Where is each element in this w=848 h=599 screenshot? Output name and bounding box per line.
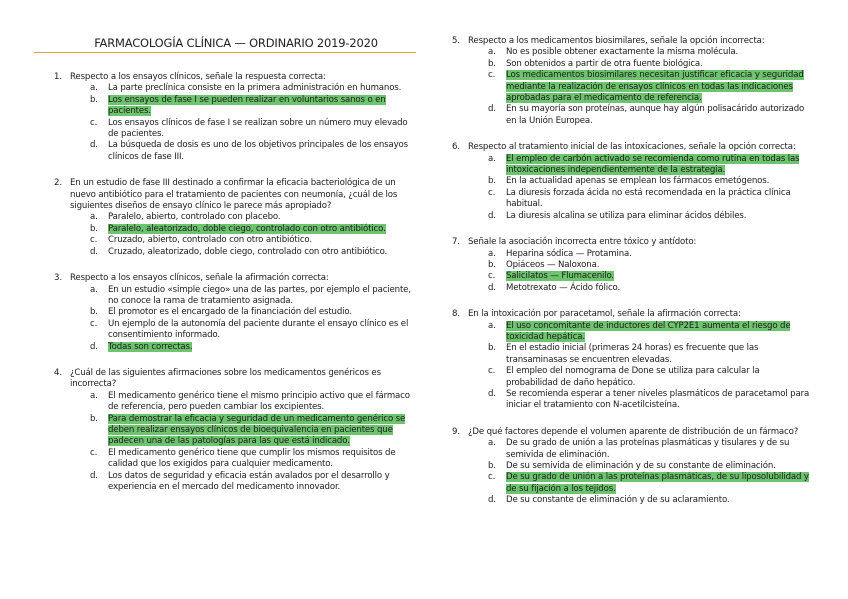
option-b [452,461,812,472]
option-letter: c. [488,366,496,377]
option-letter: b. [488,343,496,354]
option-d [54,247,416,258]
answer-highlight: Paralelo, aleatorizado, doble ciego, controlado con otro antibiótico. [108,223,386,234]
option-text-highlighted [108,95,416,118]
option-b [54,414,416,448]
option-letter: d. [488,282,496,293]
option-a [452,47,812,58]
option-letter: c. [90,318,98,329]
option-letter: b. [90,413,98,424]
question-text: Respecto a los ensayos clínicos, señale la respuesta correcta: [70,72,326,82]
question-8 [452,309,812,412]
option-d [54,140,416,163]
question-2 [54,178,416,258]
option-letter: a. [488,320,496,331]
option-letter: a. [90,83,98,94]
question-text: Respecto a los ensayos clínicos, señale la afirmación correcta: [70,273,329,284]
option-text-run: El empleo del nomograma de Done se utiliza para calcular la probabilidad de daño hepático. [506,366,760,388]
option-d [54,471,416,494]
option-d [452,104,812,127]
question-text: ¿De qué factores depende el volumen aparente de distribución de un fármaco? [468,426,799,437]
option-c [54,448,416,471]
question-number: 8. [452,309,460,320]
option-a [452,249,812,260]
option-text-run: De su grado de unión a las proteínas plasmáticas y tisulares y de su semivida de eliminación. [506,438,790,460]
option-text-run: En un estudio «simple ciego» una de las partes, por ejemplo el paciente, no conoce la rama de tratamiento asignada. [108,284,411,306]
option-letter: c. [488,271,496,282]
question-number: 7. [452,237,460,248]
option-letter: c. [90,235,98,246]
option-text-run: En el estadio inicial (primeras 24 horas) es frecuente que las transaminasas se encuentren elevadas. [506,343,759,365]
option-b [452,343,812,366]
option-letter: a. [90,212,98,223]
option-c [54,118,416,141]
option-text-run: Metotrexato — Ácido fólico. [506,282,621,293]
option-letter: a. [488,438,496,449]
answer-highlight: Todas son correctas. [108,341,193,352]
option-letter: d. [488,495,496,506]
option-text-highlighted [506,70,812,104]
option-text [506,283,812,294]
option-letter: b. [488,58,496,69]
option-text [506,188,812,211]
option-text [506,366,812,389]
option-a [452,438,812,461]
question-number: 4. [54,367,62,378]
option-text-run: La parte preclínica consiste en la primera administración en humanos. [108,83,402,94]
option-letter: d. [90,341,98,352]
option-b [54,307,416,318]
option-text-run: Se recomienda esperar a tener niveles plasmáticos de paracetamol para iniciar el tratamiento con N-acetilcisteína. [506,388,810,411]
option-letter: d. [488,210,496,221]
option-letter: b. [488,461,496,471]
option-a [54,83,416,94]
option-text-run: Paralelo, abierto, controlado con placebo. [108,212,281,223]
option-text-highlighted [108,342,416,353]
option-text [108,391,416,414]
option-text [108,247,416,258]
answer-highlight: Los medicamentos biosimilares necesitan justificar eficacia y seguridad mediante la realización de ensayos clínicos en todas las indicaciones aprobadas para el medicamento de referencia. [506,70,804,104]
question-text: En la intoxicación por paracetamol, señale la afirmación correcta: [468,309,741,320]
option-c [452,271,812,282]
option-letter: b. [488,176,496,187]
option-letter: b. [90,223,98,234]
question-4 [54,368,416,493]
option-text-highlighted [506,154,812,177]
option-text-run: En su mayoría son proteínas, aunque hay algún polisacárido autorizado en la Unión Europea. [506,104,805,126]
option-text [506,389,812,412]
option-letter: b. [90,94,98,105]
option-text-run: Son obtenidos a partir de otra fuente biológica. [506,58,703,69]
question-number: 2. [54,178,62,189]
option-letter: a. [90,284,98,295]
option-a [54,285,416,308]
question-header [452,36,812,47]
answer-highlight: De su grado de unión a las proteínas plasmáticas, de su liposolubilidad y de su fijación a los tejidos. [506,472,809,494]
option-letter: b. [488,259,496,270]
option-text [108,448,416,471]
question-number: 5. [452,36,460,46]
option-text-run: De su semivida de eliminación y de su constante de eliminación. [506,461,776,471]
option-letter: a. [488,47,496,58]
document-title: FARMACOLOGÍA CLÍNICA — ORDINARIO 2019-2020 [94,36,378,50]
option-text-run: La diuresis alcalina se utiliza para eliminar ácidos débiles. [506,210,747,221]
option-text-run: El promotor es el encargado de la financiación del estudio. [108,307,352,318]
option-text [108,235,416,246]
option-text [506,260,812,271]
question-9 [452,427,812,507]
question-header [452,309,812,320]
option-text-run: El medicamento genérico tiene que cumplir los mismos requisitos de calidad que los exigidos para cualquier medicamento. [108,447,396,470]
option-text [506,47,812,58]
question-3 [54,273,416,353]
question-header [452,142,812,153]
left-column [54,72,416,508]
option-letter: a. [488,248,496,259]
option-text [506,495,812,506]
question-header [452,237,812,248]
question-header [54,273,416,284]
question-header [54,72,416,83]
option-text [506,211,812,222]
option-text [506,438,812,461]
option-c [54,235,416,246]
option-text [108,471,416,494]
option-a [452,154,812,177]
option-letter: c. [90,447,98,458]
option-text-run: De su constante de eliminación y de su aclaramiento. [506,495,730,506]
question-text: Señale la asociación incorrecta entre tóxico y antídoto: [468,237,697,248]
question-header [54,178,416,212]
option-text-run: Los datos de seguridad y eficacia están avalados por el desarrollo y experiencia en el mercado del medicamento innovador. [108,470,390,492]
option-b [452,260,812,271]
option-letter: b. [90,307,98,318]
option-d [452,211,812,222]
option-c [452,188,812,211]
option-text-run: El medicamento genérico tiene el mismo principio activo que el fármaco de referencia, pero pueden cambiar los excipientes. [108,390,410,413]
option-text-highlighted [108,224,416,235]
option-text-run: La búsqueda de dosis es uno de los objetivos principales de los ensayos clínicos de fase III. [108,140,408,162]
question-text: En un estudio de fase III destinado a confirmar la eficacia bacteriológica de un nuevo antibiótico para el tratamiento de pacientes con neumonía, ¿cuál de los siguientes diseños de ensayo clínico le parece más apropiado? [70,178,398,212]
question-header [54,368,416,391]
option-text-run: Cruzado, abierto, controlado con otro antibiótico. [108,235,312,246]
option-text [506,59,812,70]
option-text [108,319,416,342]
option-text [506,461,812,472]
option-text [108,307,416,318]
answer-highlight: El uso concomitante de inductores del CYP2E1 aumenta el riesgo de toxicidad hepática. [506,320,791,342]
option-letter: d. [488,388,496,399]
question-5 [452,36,812,127]
option-text-highlighted [108,414,416,448]
option-letter: c. [90,117,98,128]
option-letter: d. [90,246,98,257]
option-text-run: Un ejemplo de la autonomía del paciente durante el ensayo clínico es el consentimiento informado. [108,318,409,341]
option-letter: c. [488,187,496,198]
answer-highlight: Los ensayos de fase I se pueden realizar en voluntarios sanos o en pacientes. [108,94,386,117]
option-letter: d. [90,140,98,151]
option-text-run: Los ensayos clínicos de fase I se realizan sobre un número muy elevado de pacientes. [108,117,408,140]
question-number: 3. [54,273,62,284]
option-text [506,104,812,127]
option-b [54,224,416,235]
option-text [108,212,416,223]
question-1 [54,72,416,163]
question-text: Respecto al tratamiento inicial de las intoxicaciones, señale la opción correcta: [468,142,796,153]
option-letter: d. [488,104,496,115]
option-d [54,342,416,353]
question-6 [452,142,812,222]
option-c [54,319,416,342]
option-text [506,343,812,366]
option-text-run: Cruzado, aleatorizado, doble ciego, controlado con otro antibiótico. [108,246,388,257]
option-text [108,83,416,94]
option-text [506,249,812,260]
option-a [54,212,416,223]
answer-highlight: Para demostrar la eficacia y seguridad de un medicamento genérico se deben realizar ensayos clínicos de bioequivalencia en pacientes que padecen una de las patologías para las que está indicado. [108,413,406,447]
option-letter: a. [488,153,496,164]
option-letter: c. [488,472,496,483]
option-text [506,176,812,187]
answer-highlight: El empleo de carbón activado se recomienda como rutina en todas las intoxicaciones independientemente de la estrategia. [506,153,800,176]
option-c [452,472,812,495]
option-d [452,495,812,506]
option-text [108,285,416,308]
option-text-highlighted [506,321,812,344]
option-d [452,389,812,412]
option-c [452,366,812,389]
option-text-run: No es posible obtener exactamente la misma molécula. [506,47,739,58]
option-text-run: Opiáceos — Naloxona. [506,259,600,270]
option-a [452,321,812,344]
title-divider [34,52,416,53]
option-letter: a. [90,390,98,401]
question-header [452,427,812,438]
option-text [108,140,416,163]
question-text: ¿Cuál de las siguientes afirmaciones sobre los medicamentos genéricos es incorrecta? [70,367,381,390]
question-number: 1. [54,72,62,82]
option-b [54,95,416,118]
option-b [452,176,812,187]
option-letter: d. [90,470,98,481]
option-text-run: Heparina sódica — Protamina. [506,248,632,259]
question-7 [452,237,812,294]
question-number: 9. [452,426,460,437]
right-column [452,36,812,522]
option-text-highlighted [506,271,812,282]
answer-highlight: Salicilatos — Flumacenilo. [506,271,615,282]
option-text [108,118,416,141]
option-a [54,391,416,414]
option-letter: c. [488,70,496,81]
option-c [452,70,812,104]
option-text-run: En la actualidad apenas se emplean los fármacos emetógenos. [506,176,770,187]
option-text-run: La diuresis forzada ácida no está recomendada en la práctica clínica habitual. [506,187,791,210]
question-number: 6. [452,142,460,153]
option-b [452,59,812,70]
question-text: Respecto a los medicamentos biosimilares, señale la opción incorrecta: [468,36,765,46]
option-text-highlighted [506,472,812,495]
option-d [452,283,812,294]
